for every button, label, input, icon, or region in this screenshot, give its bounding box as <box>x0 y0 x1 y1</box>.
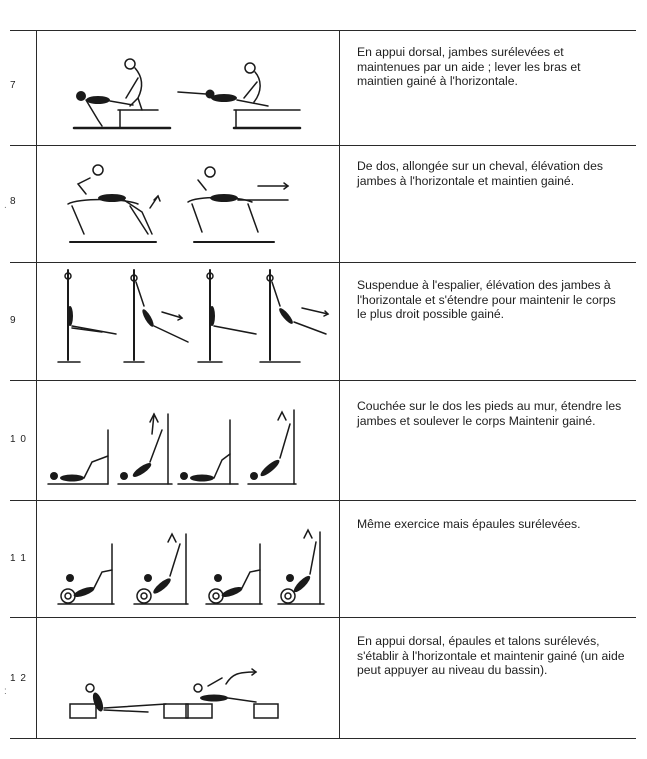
vaulting-horse-leg-raise-icon <box>38 160 338 250</box>
exercise-description: Couchée sur le dos les pieds au mur, étendre les jambes et soulever le corps Maintenir gainé. <box>357 399 622 428</box>
row-number: 1 0 <box>10 434 27 445</box>
row-number: 9 <box>10 315 17 326</box>
table-divider <box>339 30 340 738</box>
table-rule <box>10 500 636 501</box>
table-rule <box>10 738 636 739</box>
raised-shoulders-lift-icon <box>38 520 338 610</box>
exercise-description: En appui dorsal, épaules et talons surélevés, s'établir à l'horizontale et maintenir gainé (un aide peut appuyer au niveau du bassin). <box>357 634 625 678</box>
page-edge-mark: : <box>4 686 7 697</box>
page-edge-mark: . <box>4 200 7 211</box>
exercise-description: De dos, allongée sur un cheval, élévation des jambes à l'horizontale et maintien gainé. <box>357 159 603 188</box>
table-divider <box>36 30 37 738</box>
row-number: 1 1 <box>10 553 27 564</box>
feet-on-wall-lift-icon <box>38 400 338 490</box>
table-rule <box>10 30 636 31</box>
exercise-description: En appui dorsal, jambes surélevées et maintenues par un aide ; lever les bras et maintien gainé à l'horizontale. <box>357 45 581 89</box>
row-number: 8 <box>10 196 17 207</box>
exercise-description: Suspendue à l'espalier, élévation des jambes à l'horizontale et s'étendre pour maintenir le corps le plus droit possible gainé. <box>357 278 616 322</box>
table-rule <box>10 145 636 146</box>
table-rule <box>10 380 636 381</box>
table-rule <box>10 617 636 618</box>
exercise-description: Même exercice mais épaules surélevées. <box>357 517 581 531</box>
wall-bars-hang-icon <box>38 266 338 370</box>
assisted-lying-exercise-icon <box>38 50 338 135</box>
row-number: 1 2 <box>10 673 27 684</box>
table-rule <box>10 262 636 263</box>
row-number: 7 <box>10 80 17 91</box>
raised-heels-plank-icon <box>38 660 338 730</box>
